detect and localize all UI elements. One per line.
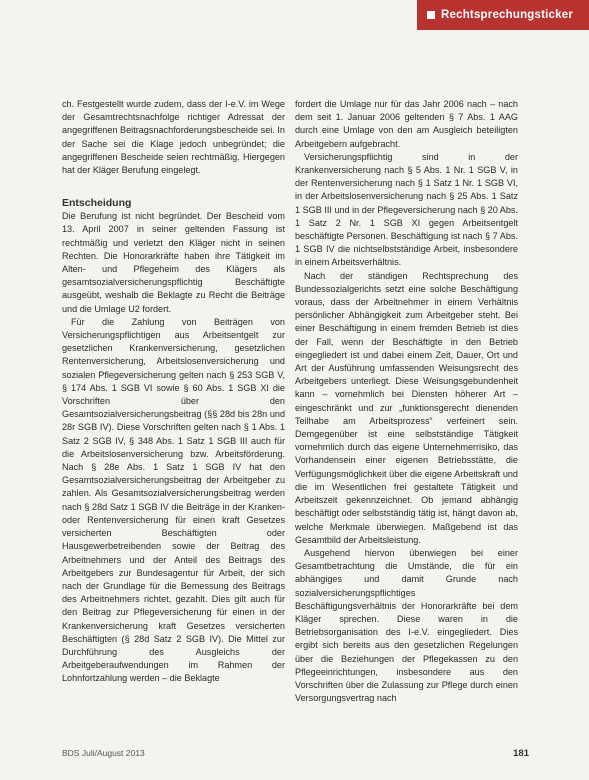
paragraph: Für die Zahlung von Beiträgen von Versicherungspflichtigen aus Arbeitsentgelt zur gesetzlichen Krankenversicherung, gesetzlichen Rentenversicherung, Arbeitslosenversicherung und sozialen Pflegeversicherung gelten nach § 253 SGB V, § 174 Abs. 1 SGB VI sowie § 60 Abs. 1 SGB XI die Vorschriften über den Gesamtsozialversicherungsbeitrag (§§ 28d bis 28n und 28r SGB IV). Diese Vorschriften gelten nach § 1 Abs. 1 Satz 2 SGB IV, § 348 Abs. 1 Satz 1 SGB III auch für die Arbeitslosenversicherung bzw. Arbeitsförderung. Nach § 28e Abs. 1 Satz 1 SGB IV hat den Gesamtsozialversicherungsbeitrag der Arbeitgeber zu zahlen. Als Gesamtsozialversicherungsbeitrag werden nach § 28d Satz 1 SGB IV die Beiträge in der Kranken- oder Rentenversicherung für einen kraft Gesetzes versicherten Beschäftigten oder Hausgewerbetreibenden sowie der Beitrag des Arbeitnehmers und der Anteil des Beitrags des Arbeitgebers zur Bundesagentur für Arbeit, der sich nach der Grundlage für die Bemessung des Beitrags des Arbeitnehmers richtet, gezahlt. Dies gilt auch für den Beitrag zur Pflegeversicherung für einen in der Krankenversicherung kraft Gesetzes versicherten Beschäftigten (§ 28d Satz 2 SGB IV). Die Mittel zur Durchführung des Ausgleichs der Arbeitgeberaufwendungen im Rahmen der Lohnfortzahlung werden – die Beklagte <box>62 316 285 684</box>
section-label: Rechtsprechungsticker <box>441 9 574 21</box>
paragraph: ch. Festgestellt wurde zudem, dass der I-e.V. im Wege der Gesamtrechtsnachfolge richtiger Adressat der angegriffenen Beitragsnachforderungsbescheide sei. In der Sache sei die Klage jedoch unbegründet; die angegriffenen Bescheide seien rechtmäßig. Hiergegen hat der Kläger Berufung eingelegt. <box>62 99 285 176</box>
page-number: 181 <box>513 748 529 759</box>
section-heading: Entscheidung <box>62 197 132 210</box>
paragraph: Nach der ständigen Rechtsprechung des Bundessozialgerichts setzt eine solche Beschäftigung voraus, dass der Arbeitnehmer in einem Verhältnis persönlicher Abhängigkeit zum Arbeitgeber steht. Bei einer Beschäftigung in einem fremden Betrieb ist dies der Fall, wenn der Beschäftigte in den Betrieb eingegliedert ist und dabei einem Zeit, Dauer, Ort und Art der Ausführung umfassenden Weisungsrecht des Arbeitgebers unterliegt. Diese Weisungsgebundenheit kann – vornehmlich bei Diensten höherer Art – eingeschränkt und zur „funktionsgerecht dienenden Teilhabe am Arbeitsprozess“ verfeinert sein. Demgegenüber ist eine selbstständige Tätigkeit vornehmlich durch das eigene Unternehmerrisiko, das Vorhandensein einer eigenen Betriebsstätte, die Verfügungsmöglichkeit über die eigene Arbeitskraft und die im Wesentlichen frei gestaltete Tätigkeit und Arbeitszeit gekennzeichnet. Ob jemand abhängig beschäftigt oder selbstständig tätig ist, hängt davon ab, welche Merkmale überwiegen. Maßgebend ist das Gesamtbild der Arbeitsleistung. <box>295 270 518 545</box>
journal-issue: BDS Juli/August 2013 <box>62 748 145 758</box>
square-bullet-icon <box>427 11 435 19</box>
left-column <box>62 98 285 736</box>
article-body <box>62 98 518 736</box>
right-column <box>295 98 518 736</box>
section-header-tab <box>417 0 589 30</box>
paragraph: fordert die Umlage nur für das Jahr 2006 nach – nach dem seit 1. Januar 2006 geltenden § 7 Abs. 1 AAG durch eine Umlage von den am Ausgleich beteiligten Arbeitgebern aufgebracht. <box>295 99 518 149</box>
paragraph: Versicherungspflichtig sind in der Krankenversicherung nach § 5 Abs. 1 Nr. 1 SGB V, in der Rentenversicherung nach § 1 Satz 1 Nr. 1 SGB VI, in der Arbeitslosenversicherung nach § 25 Abs. 1 Satz 1 SGB III und in der Pflegeversicherung nach § 20 Abs. 1 Satz 2 Nr. 1 SGB XI gegen Arbeitsentgelt beschäftigte Personen. Beschäftigung ist nach § 7 Abs. 1 SGB IV die nichtselbstständige Arbeit, insbesondere in einem Arbeitsverhältnis. <box>295 151 518 268</box>
paragraph: Ausgehend hiervon überwiegen bei einer Gesamtbetrachtung die Umstände, die für ein abhängiges und damit Grunde nach sozialversicherungspflichtiges Beschäftigungsverhältnis der Honorarkräfte bei dem Kläger sprechen. Diese waren in die Betriebsorganisation des I-e.V. eingegliedert. Dies ergibt sich bereits aus den gesetzlichen Regelungen über die Beziehungen der Pflegekassen zu den Pflegeeinrichtungen, insbesondere aus den Vorschriften über die Zulassung zur Pflege durch einen Versorgungsvertrag nach <box>295 547 518 704</box>
paragraph: Die Berufung ist nicht begründet. Der Bescheid vom 13. April 2007 in seiner geltenden Fassung ist rechtmäßig und verletzt den Kläger nicht in seinen Rechten. Die Honorarkräfte haben ihre Tätigkeit im Alten- und Pflegeheim des Klägers als gesamtsozialversicherungspflichtig Beschäftigte ausgeübt, weshalb die Beklagte zu Recht die Beiträge und die Umlage U2 fordert. <box>62 211 285 314</box>
